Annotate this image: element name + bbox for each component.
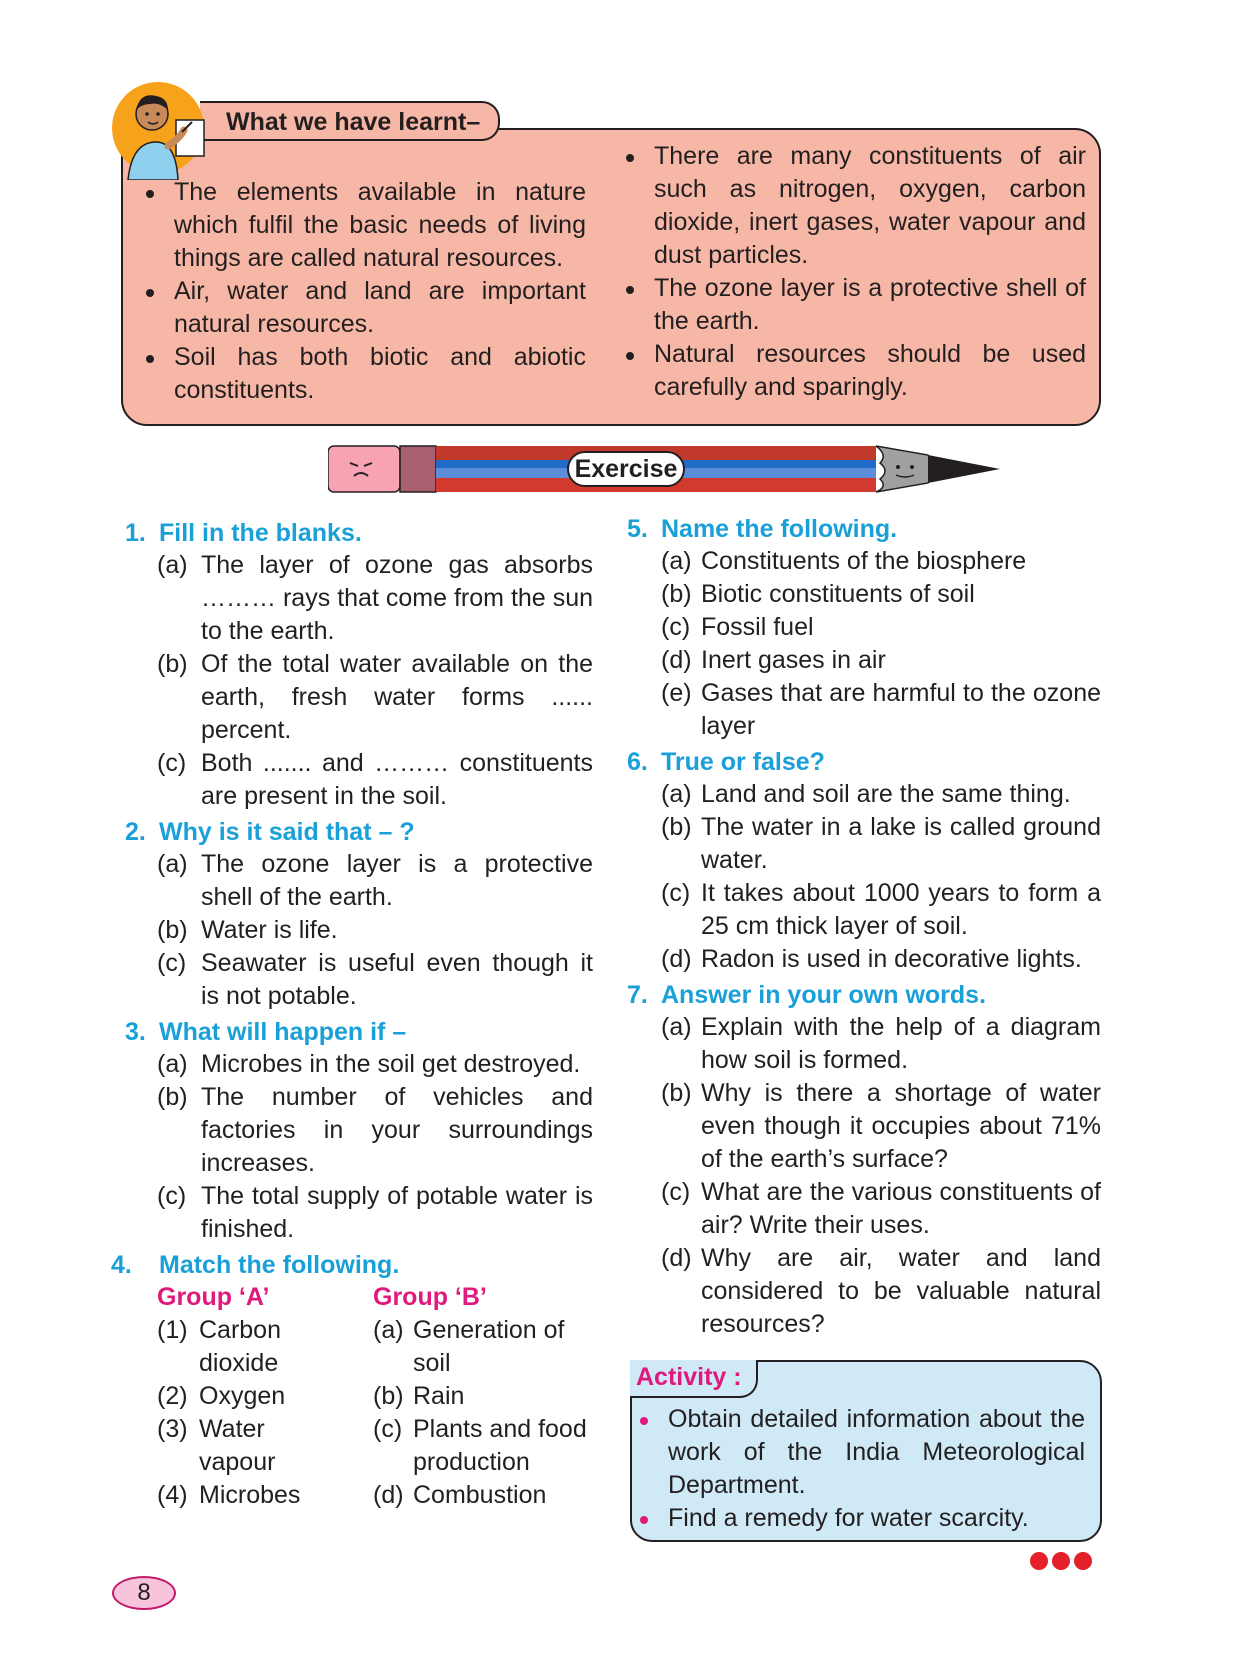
activity-point: Obtain detailed information about the work of the India Meteorological Department. [640, 1403, 1085, 1502]
question-heading: 3. What will happen if – [125, 1018, 407, 1046]
match-table [157, 1281, 593, 1507]
question-item: (d) Inert gases in air [661, 646, 886, 674]
question-item: (c) What are the various constituents of air? Write their uses. [661, 1178, 1101, 1239]
question-item: (b) Why is there a shortage of water even though it occupies about 71% of the earth’s surface? [661, 1079, 1101, 1173]
question-item: (d) Why are air, water and land considered to be valuable natural resources? [661, 1244, 1101, 1338]
question-heading: 5. Name the following. [627, 515, 898, 543]
question-heading: 2. Why is it said that – ? [125, 818, 415, 846]
group-b-heading: Group ‘B’ [373, 1283, 487, 1311]
exercise-left-column [111, 517, 593, 1509]
learnt-point: The elements available in nature which fulfil the basic needs of living things are called natural resources. [146, 176, 586, 275]
question-item: (b) Water is life. [157, 916, 338, 944]
match-item-b: (c) Plants and food production [373, 1415, 587, 1476]
group-b-list [373, 1314, 593, 1512]
question-item: (b) The water in a lake is called ground water. [661, 813, 1101, 874]
learnt-point: Soil has both biotic and abiotic constituents. [146, 341, 586, 407]
page-number: 8 [112, 1576, 176, 1610]
group-a-heading: Group ‘A’ [157, 1283, 270, 1311]
exercise-heading: Exercise [567, 451, 685, 487]
question-item: (d) Radon is used in decorative lights. [661, 945, 1082, 973]
question-item: (a) The ozone layer is a protective shell of the earth. [157, 850, 593, 911]
question-item: (c) Seawater is useful even though it is not potable. [157, 949, 593, 1010]
dots-decoration-icon [1030, 1552, 1096, 1575]
question-item: (e) Gases that are harmful to the ozone layer [661, 679, 1101, 740]
activity-title: Activity : [630, 1360, 758, 1398]
question-item: (a) Constituents of the biosphere [661, 547, 1027, 575]
question-item: (a) Explain with the help of a diagram how soil is formed. [661, 1013, 1101, 1074]
question-heading: 7. Answer in your own words. [627, 981, 987, 1009]
student-writing-icon [110, 80, 220, 180]
match-item-a: (3) Water vapour [157, 1415, 276, 1476]
group-a-list [157, 1314, 301, 1512]
question-heading: 4. Match the following. [111, 1251, 400, 1279]
question-heading: 1. Fill in the blanks. [125, 519, 362, 547]
match-item-b: (a) Generation of soil [373, 1316, 565, 1377]
learnt-title: What we have learnt– [200, 101, 500, 141]
question-heading: 6. True or false? [627, 748, 825, 776]
match-item-b: (b) Rain [373, 1382, 465, 1410]
learnt-point: Air, water and land are important natural resources. [146, 275, 586, 341]
question-item: (b) The number of vehicles and factories in your surroundings increases. [157, 1083, 593, 1177]
question-item: (c) It takes about 1000 years to form a 25 cm thick layer of soil. [661, 879, 1101, 940]
learnt-right-list [626, 140, 1086, 404]
match-item-a: (1) Carbon dioxide [157, 1316, 281, 1377]
match-item-a: (4) Microbes [157, 1481, 301, 1509]
match-item-a: (2) Oxygen [157, 1382, 286, 1410]
activity-point: Find a remedy for water scarcity. [640, 1502, 1085, 1535]
question-item: (a) The layer of ozone gas absorbs ……… rays that come from the sun to the earth. [157, 551, 593, 645]
learnt-left-list [146, 176, 586, 407]
activity-list [640, 1403, 1085, 1535]
question-item: (a) Microbes in the soil get destroyed. [157, 1050, 581, 1078]
question-item: (c) The total supply of potable water is finished. [157, 1182, 593, 1243]
exercise-right-column [627, 513, 1101, 1341]
learnt-point: Natural resources should be used carefully and sparingly. [626, 338, 1086, 404]
match-item-b: (d) Combustion [373, 1481, 547, 1509]
learnt-point: There are many constituents of air such as nitrogen, oxygen, carbon dioxide, inert gases, water vapour and dust particles. [626, 140, 1086, 272]
question-item: (c) Fossil fuel [661, 613, 814, 641]
question-item: (a) Land and soil are the same thing. [661, 780, 1071, 808]
question-item: (c) Both ....... and ……… constituents are present in the soil. [157, 749, 593, 810]
question-item: (b) Biotic constituents of soil [661, 580, 975, 608]
learnt-point: The ozone layer is a protective shell of the earth. [626, 272, 1086, 338]
question-item: (b) Of the total water available on the earth, fresh water forms ...... percent. [157, 650, 593, 744]
